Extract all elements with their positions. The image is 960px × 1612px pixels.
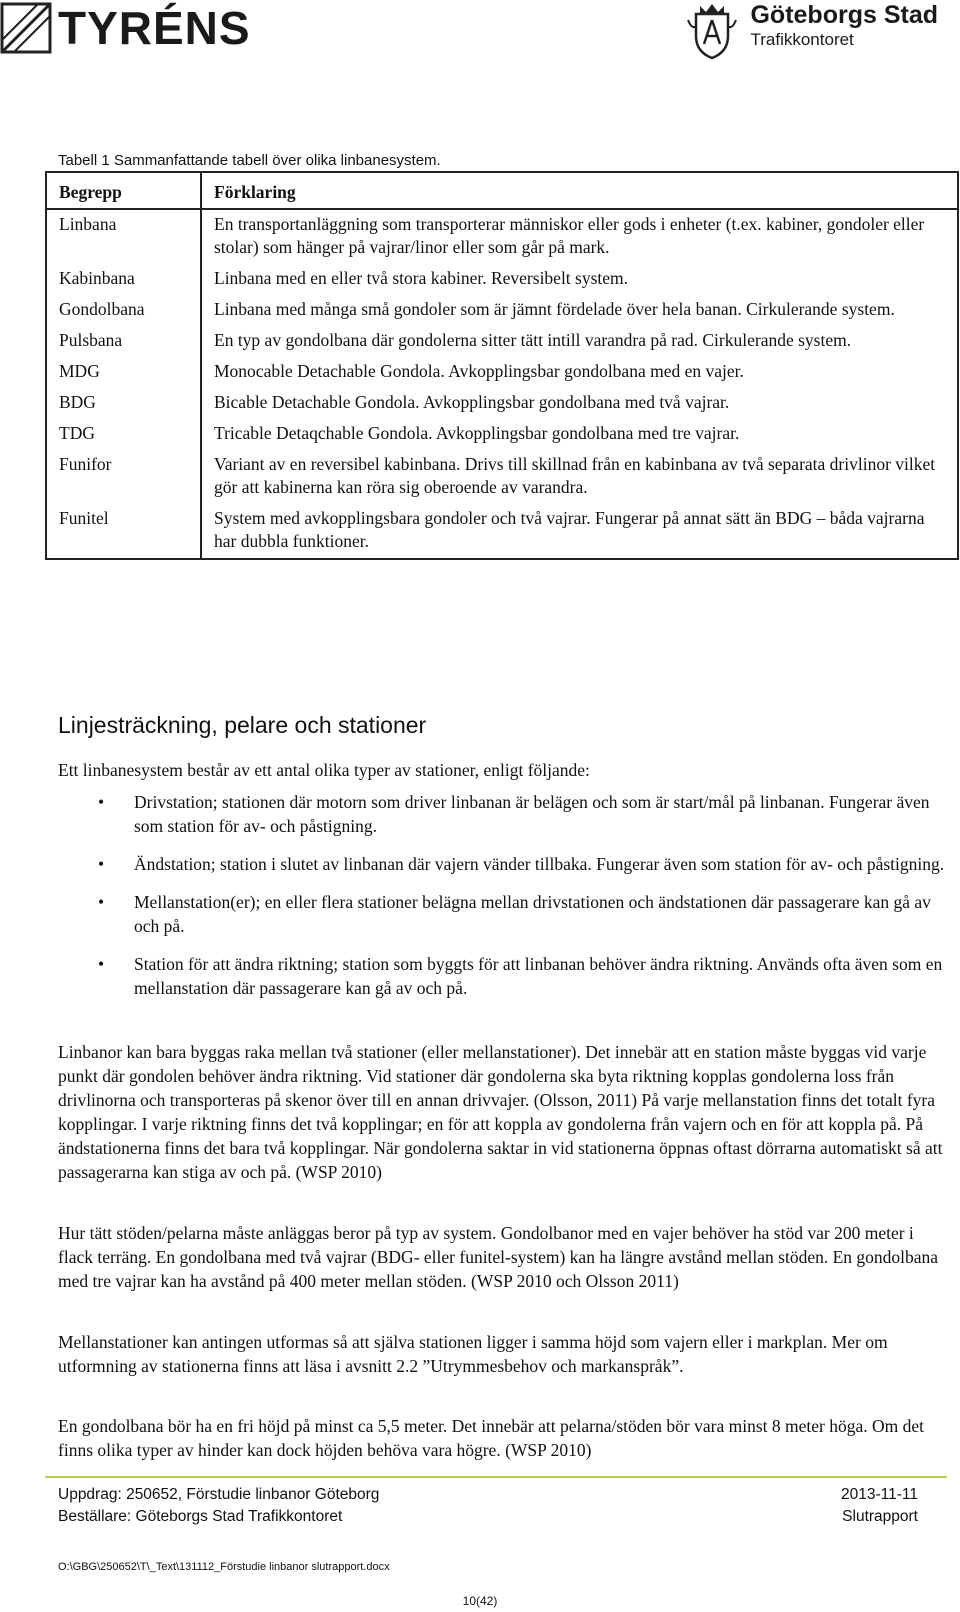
page-number: 10(42) — [462, 1594, 498, 1608]
table-row — [46, 450, 958, 504]
table-row — [46, 209, 958, 264]
bullet-icon: • — [98, 892, 105, 912]
body-paragraph — [58, 1414, 950, 1462]
explanation-cell: En typ av gondolbana där gondolerna sitter tätt intill varandra på rad. Cirkulerande system. — [214, 330, 852, 350]
paragraph-text: Linbanor kan bara byggas raka mellan två stationer (eller mellanstationer). Det innebär att en station måste byggas vid varje punkt där gondolen behöver ändra riktning. Vid stationer där gondolerna ska byta riktning kopplas gondolerna loss från drivlinorna och transporteras på skenor över till en annan drivvajer. (Olsson, 2011) På varje mellanstation finns det totalt fyra kopplingar. I varje riktning finns det två kopplingar; en för att koppla av gondolerna från vajern och en för att koppla på. På ändstationerna finns det bara två kopplingar. När gondolerna saktar in vid stationerna öppnas oftast dörrarna automatiskt så att passagerarna kan stiga av och på. (WSP 2010) — [58, 1042, 943, 1182]
explanation-cell: System med avkopplingsbara gondoler och två vajrar. Fungerar på annat sätt än BDG – båda vajrarna har dubbla funktioner. — [214, 508, 925, 551]
footer-right — [841, 1484, 918, 1528]
explanation-cell: Linbana med många små gondoler som är jämnt fördelade över hela banan. Cirkulerande system. — [214, 299, 895, 319]
tyrens-logo-text: TYRÉNS — [58, 2, 251, 54]
explanation-cell: En transportanläggning som transporterar människor eller gods i enheter (t.ex. kabiner, gondoler eller stolar) som hänger på vajrar/linor eller som går på mark. — [214, 214, 925, 257]
list-item — [58, 790, 950, 838]
goteborg-crest-icon — [682, 0, 742, 60]
term-cell: BDG — [46, 388, 201, 419]
body-paragraph — [58, 1040, 950, 1184]
explanation-cell: Linbana med en eller två stora kabiner. Reversibelt system. — [214, 268, 629, 288]
table-header-row — [46, 172, 958, 209]
explanation-cell: Bicable Detachable Gondola. Avkopplingsbar gondolbana med två vajrar. — [214, 392, 730, 412]
table-row — [46, 419, 958, 450]
table-row — [46, 357, 958, 388]
paragraph-text: Hur tätt stöden/pelarna måste anläggas beror på typ av system. Gondolbanor med en vajer behöver ha stöd var 200 meter i flack terräng. En gondolbana med två vajrar (BDG- eller funitel-system) kan ha längre avstånd mellan stöden. En gondolbana med tre vajrar kan ha avstånd på 400 meter mellan stöden. (WSP 2010 och Olsson 2011) — [58, 1223, 939, 1291]
list-item-text: Station för att ändra riktning; station som byggts för att linbanan behöver ändra riktning. Används ofta även som en mellanstation där passagerare kan gå av och på. — [134, 954, 943, 998]
term-cell: Funifor — [46, 450, 201, 504]
intro-paragraph: Ett linbanesystem består av ett antal olika typer av stationer, enligt följande: — [58, 760, 590, 780]
table-row — [46, 504, 958, 559]
table-row — [46, 326, 958, 357]
footer-client: Beställare: Göteborgs Stad Trafikkontoret — [58, 1508, 343, 1525]
footer-assignment: Uppdrag: 250652, Förstudie linbanor Göteborg — [58, 1486, 380, 1503]
station-list — [58, 790, 950, 1014]
term-cell: Funitel — [46, 504, 201, 559]
footer-doc-type: Slutrapport — [842, 1508, 918, 1525]
bullet-icon: • — [98, 954, 105, 974]
term-cell: Gondolbana — [46, 295, 201, 326]
term-cell: Linbana — [46, 209, 201, 264]
explanation-cell: Tricable Detaqchable Gondola. Avkopplingsbar gondolbana med tre vajrar. — [214, 423, 740, 443]
list-item — [58, 852, 950, 876]
footer-file-path: O:\GBG\250652\T\_Text\131112_Förstudie linbanor slutrapport.docx — [58, 1561, 390, 1573]
list-item-text: Mellanstation(er); en eller flera stationer belägna mellan drivstationen och ändstationen där passagerare kan gå av och på. — [134, 892, 931, 936]
goteborgs-stad-title: Göteborgs Stad — [750, 1, 938, 29]
tyrens-logo-mark-icon — [0, 2, 52, 54]
bullet-icon: • — [98, 854, 105, 874]
explanation-cell: Monocable Detachable Gondola. Avkopplingsbar gondolbana med en vajer. — [214, 361, 744, 381]
table-row — [46, 264, 958, 295]
list-item-text: Drivstation; stationen där motorn som driver linbanan är belägen och som är start/mål på linbanan. Fungerar även som station för av- och påstigning. — [134, 792, 930, 836]
body-paragraph — [58, 1221, 950, 1293]
list-item-text: Ändstation; station i slutet av linbanan där vajern vänder tillbaka. Fungerar även som station för av- och påstigning. — [134, 854, 945, 874]
paragraph-text: En gondolbana bör ha en fri höjd på minst ca 5,5 meter. Det innebär att pelarna/stöden bör vara minst 8 meter höga. Om det finns olika typer av hinder kan dock höjden behöva vara högre. (WSP 2010) — [58, 1416, 924, 1460]
tyrens-logo — [0, 0, 251, 56]
column-header-begrepp: Begrepp — [46, 172, 201, 209]
bullet-icon: • — [98, 792, 105, 812]
footer-rule — [45, 1476, 947, 1478]
list-item — [58, 952, 950, 1000]
term-cell: TDG — [46, 419, 201, 450]
explanation-cell: Variant av en reversibel kabinbana. Drivs till skillnad från en kabinbana av två separata drivlinor vilket gör att kabinerna kan röra sig oberoende av varandra. — [214, 454, 936, 497]
trafikkontoret-subtitle: Trafikkontoret — [750, 30, 854, 49]
body-paragraph — [58, 1330, 950, 1378]
term-cell: Kabinbana — [46, 264, 201, 295]
column-header-forklaring: Förklaring — [201, 172, 958, 209]
table-caption: Tabell 1 Sammanfattande tabell över olika linbanesystem. — [58, 152, 441, 169]
footer-left — [58, 1484, 379, 1528]
footer-date: 2013-11-11 — [841, 1486, 918, 1503]
table-row — [46, 388, 958, 419]
section-heading: Linjesträckning, pelare och stationer — [58, 712, 427, 738]
term-cell: MDG — [46, 357, 201, 388]
paragraph-text: Mellanstationer kan antingen utformas så att själva stationen ligger i samma höjd som vajern eller i markplan. Mer om utformning av stationerna finns att läsa i avsnitt 2.2 ”Utrymmesbehov och markanspråk”. — [58, 1332, 888, 1376]
goteborgs-stad-logo — [682, 0, 938, 60]
list-item — [58, 890, 950, 938]
table-row — [46, 295, 958, 326]
linbane-summary-table — [45, 171, 959, 560]
term-cell: Pulsbana — [46, 326, 201, 357]
